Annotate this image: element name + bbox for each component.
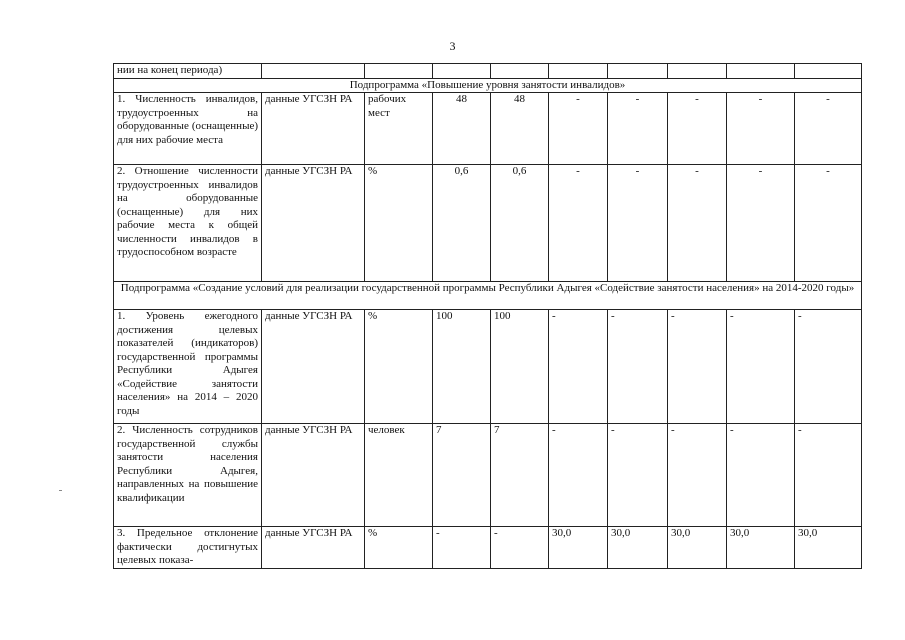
scan-artifact: [59, 490, 62, 491]
subprogram-title: Подпрограмма «Создание условий для реализации государственной программы Республики Адыгея «Содействие занятости населения» на 2014-2020 годы»: [114, 282, 862, 310]
value-cell: -: [727, 310, 795, 424]
page-number: 3: [449, 39, 456, 53]
value-cell: -: [668, 310, 727, 424]
value-cell: -: [795, 310, 862, 424]
unit: %: [365, 310, 433, 424]
value-cell: -: [549, 310, 608, 424]
value-cell: -: [608, 93, 668, 165]
value-cell: -: [795, 424, 862, 527]
indicator-name: 1. Численность инвалидов, трудоустроенных на оборудованные (оснащенные) для них рабочие места: [114, 93, 262, 165]
value-cell: 48: [491, 93, 549, 165]
unit: человек: [365, 424, 433, 527]
value-cell: -: [668, 165, 727, 282]
data-source: данные УГСЗН РА: [262, 165, 365, 282]
value-cell: -: [795, 93, 862, 165]
value-cell: 100: [433, 310, 491, 424]
data-source: данные УГСЗН РА: [262, 93, 365, 165]
indicator-name: 2. Численность сотрудников государственной службы занятости населения Республики Адыгея, направленных на повышение квалификации: [114, 424, 262, 527]
value-cell: -: [608, 424, 668, 527]
data-source: данные УГСЗН РА: [262, 424, 365, 527]
value-cell: 7: [433, 424, 491, 527]
value-cell: 30,0: [549, 527, 608, 569]
value-cell: 7: [491, 424, 549, 527]
value-cell: 100: [491, 310, 549, 424]
value-cell: -: [549, 424, 608, 527]
value-cell: -: [433, 527, 491, 569]
header-fragment-cell: нии на конец периода): [114, 64, 262, 79]
table-row: [114, 310, 862, 424]
unit: %: [365, 165, 433, 282]
value-cell: -: [795, 165, 862, 282]
value-cell: -: [608, 165, 668, 282]
data-source: данные УГСЗН РА: [262, 527, 365, 569]
table-row-header-fragment: [114, 64, 862, 79]
value-cell: -: [668, 424, 727, 527]
value-cell: -: [549, 93, 608, 165]
value-cell: -: [727, 424, 795, 527]
value-cell: -: [668, 93, 727, 165]
indicators-table: [113, 63, 862, 569]
value-cell: -: [491, 527, 549, 569]
value-cell: 0,6: [491, 165, 549, 282]
value-cell: 30,0: [795, 527, 862, 569]
unit: %: [365, 527, 433, 569]
value-cell: -: [549, 165, 608, 282]
value-cell: 30,0: [608, 527, 668, 569]
value-cell: 30,0: [668, 527, 727, 569]
table-row: [114, 527, 862, 569]
subprogram-title: Подпрограмма «Повышение уровня занятости инвалидов»: [114, 78, 862, 93]
value-cell: 48: [433, 93, 491, 165]
subprogram-heading-row: [114, 282, 862, 310]
value-cell: 30,0: [727, 527, 795, 569]
indicator-name: 2. Отношение численности трудоустроенных инвалидов на оборудованные (оснащенные) для них рабочие места к общей численности инвалидов в трудоспособном возрасте: [114, 165, 262, 282]
value-cell: -: [727, 93, 795, 165]
table-row: [114, 424, 862, 527]
value-cell: -: [727, 165, 795, 282]
table-row: [114, 165, 862, 282]
value-cell: -: [608, 310, 668, 424]
subprogram-heading-row: [114, 78, 862, 93]
indicator-name: 3. Предельное отклонение фактически достигнутых целевых показа-: [114, 527, 262, 569]
indicator-name: 1. Уровень ежегодного достижения целевых показателей (индикаторов) государственной программы Республики Адыгея «Содействие занятости населения» на 2014 – 2020 годы: [114, 310, 262, 424]
unit: рабочих мест: [365, 93, 433, 165]
value-cell: 0,6: [433, 165, 491, 282]
table-row: [114, 93, 862, 165]
data-source: данные УГСЗН РА: [262, 310, 365, 424]
